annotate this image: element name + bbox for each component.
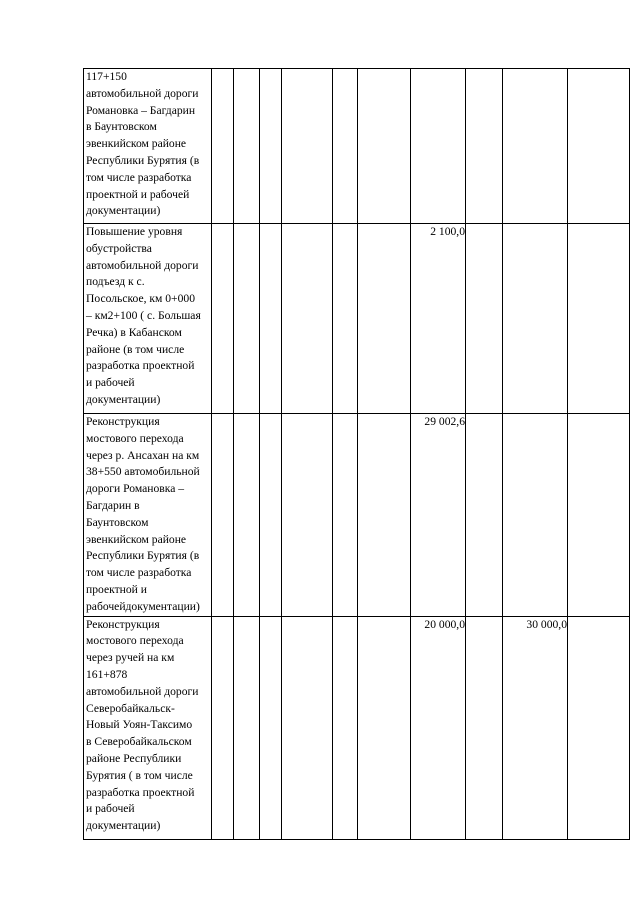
table-cell <box>358 69 411 224</box>
table-row <box>84 69 630 224</box>
table-cell <box>333 224 358 414</box>
table-cell <box>466 224 503 414</box>
value-cell: 30 000,0 <box>503 616 568 839</box>
table-row <box>84 616 630 839</box>
table-cell <box>282 616 333 839</box>
value-cell: 29 002,6 <box>411 414 466 617</box>
table-cell <box>234 224 260 414</box>
row-description: Реконструкция мостового перехода через ручей на км 161+878 автомобильной дороги Северобайкальск- Новый Уоян-Таксимо в Северобайкальском районе Республики Бурятия ( в том числе разработка проектной и рабочей документации) <box>84 616 212 839</box>
row-description: 117+150 автомобильной дороги Романовка – Багдарин в Баунтовском эвенкийском районе Республики Бурятия (в том числе разработка проектной и рабочей документации) <box>84 69 212 224</box>
table-cell <box>282 414 333 617</box>
row-description: Повышение уровня обустройства автомобильной дороги подъезд к с. Посольское, км 0+000 – км2+100 ( с. Большая Речка) в Кабанском районе (в том числе разработка проектной и рабочей документации) <box>84 224 212 414</box>
table-cell <box>333 69 358 224</box>
table-cell <box>568 414 630 617</box>
table-cell <box>358 414 411 617</box>
table-cell <box>568 69 630 224</box>
budget-table <box>83 68 630 840</box>
table-cell <box>466 414 503 617</box>
table-cell <box>358 616 411 839</box>
table-cell <box>260 616 282 839</box>
table-cell <box>234 69 260 224</box>
value-cell <box>503 414 568 617</box>
value-cell <box>503 224 568 414</box>
table-cell <box>260 414 282 617</box>
table-row <box>84 224 630 414</box>
table-cell <box>466 616 503 839</box>
value-cell <box>411 69 466 224</box>
table-cell <box>212 414 234 617</box>
row-description: Реконструкция мостового перехода через р. Ансахан на км 38+550 автомобильной дороги Романовка – Багдарин в Баунтовском эвенкийском районе Республики Бурятия (в том числе разработка проектной и рабочейдокументации) <box>84 414 212 617</box>
table-row <box>84 414 630 617</box>
table-cell <box>212 69 234 224</box>
table-cell <box>568 224 630 414</box>
table-cell <box>212 616 234 839</box>
table-cell <box>568 616 630 839</box>
table-cell <box>466 69 503 224</box>
table-cell <box>234 414 260 617</box>
table-cell <box>260 224 282 414</box>
table-cell <box>212 224 234 414</box>
table-cell <box>282 224 333 414</box>
table-cell <box>282 69 333 224</box>
value-cell: 2 100,0 <box>411 224 466 414</box>
table-cell <box>358 224 411 414</box>
value-cell <box>503 69 568 224</box>
table-cell <box>333 616 358 839</box>
table-cell <box>260 69 282 224</box>
table-cell <box>333 414 358 617</box>
table-cell <box>234 616 260 839</box>
value-cell: 20 000,0 <box>411 616 466 839</box>
